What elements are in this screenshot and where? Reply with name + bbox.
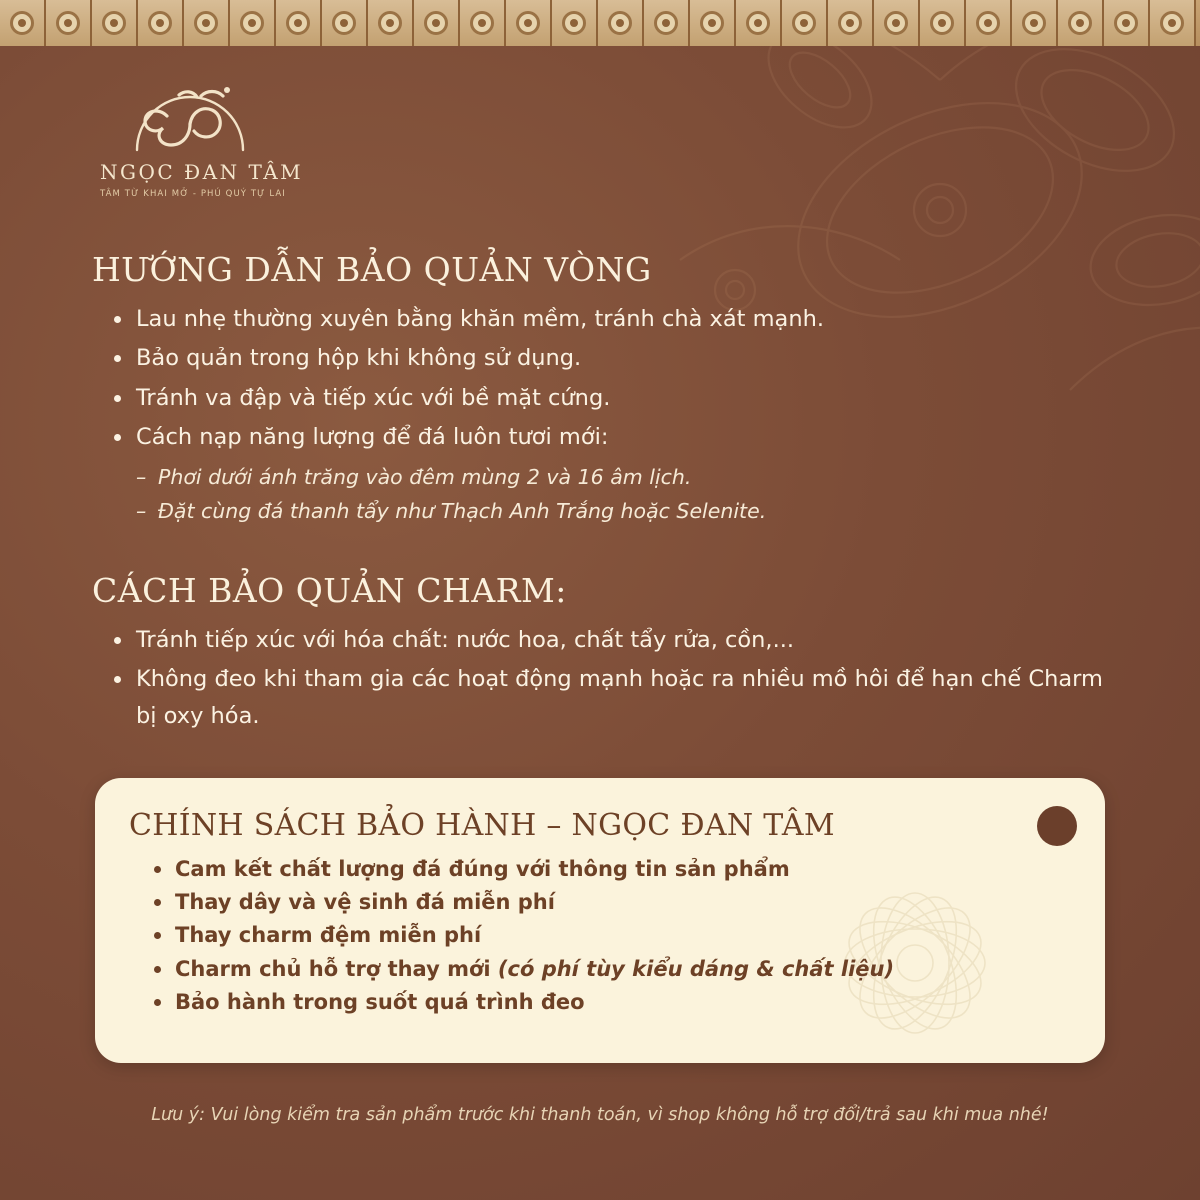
strip-cell	[92, 0, 138, 46]
card-title: CHÍNH SÁCH BẢO HÀNH – NGỌC ĐAN TÂM	[129, 808, 835, 843]
strip-cell	[736, 0, 782, 46]
list-item: Tránh tiếp xúc với hóa chất: nước hoa, chất tẩy rửa, cồn,...	[110, 622, 1112, 658]
strip-cell	[966, 0, 1012, 46]
strip-cell	[414, 0, 460, 46]
strip-cell	[1150, 0, 1196, 46]
strip-cell	[506, 0, 552, 46]
list-item: Không đeo khi tham gia các hoạt động mạnh hoặc ra nhiều mồ hôi để hạn chế Charm bị oxy hóa.	[110, 661, 1112, 734]
footer-note: Lưu ý: Vui lòng kiểm tra sản phẩm trước khi thanh toán, vì shop không hỗ trợ đổi/trả sau khi mua nhé!	[151, 1105, 1049, 1125]
strip-cell	[782, 0, 828, 46]
strip-cell	[230, 0, 276, 46]
strip-cell	[644, 0, 690, 46]
strip-cell	[276, 0, 322, 46]
list-item-label: Charm chủ hỗ trợ thay mới	[175, 956, 498, 981]
strip-cell	[138, 0, 184, 46]
list-item: Bảo quản trong hộp khi không sử dụng.	[110, 340, 1112, 376]
strip-cell	[1012, 0, 1058, 46]
strip-cell	[0, 0, 46, 46]
card-content	[95, 778, 1105, 1019]
list-item	[110, 419, 1112, 528]
list-item	[151, 953, 1065, 986]
list-item-note: (có phí tùy kiểu dáng & chất liệu)	[497, 956, 895, 981]
top-border-strip	[0, 0, 1200, 46]
sub-list-item: – Đặt cùng đá thanh tẩy như Thạch Anh Trắng hoặc Selenite.	[136, 494, 1112, 528]
strip-cell	[828, 0, 874, 46]
strip-cell	[460, 0, 506, 46]
strip-cell	[920, 0, 966, 46]
list-item: Thay dây và vệ sinh đá miễn phí	[151, 886, 1065, 919]
strip-cell	[46, 0, 92, 46]
care-bracelet-list	[92, 301, 1112, 529]
sub-list-item: – Phơi dưới ánh trăng vào đêm mùng 2 và 16 âm lịch.	[136, 460, 1112, 494]
warranty-policy-card	[95, 778, 1105, 1063]
brand-name: NGỌC ĐAN TÂM	[100, 160, 304, 184]
list-item-label: Cách nạp năng lượng để đá luôn tươi mới:	[136, 424, 609, 451]
section-title-care-charm: CÁCH BẢO QUẢN CHARM:	[92, 570, 567, 610]
list-item: Lau nhẹ thường xuyên bằng khăn mềm, tránh chà xát mạnh.	[110, 301, 1112, 337]
care-bracelet-sublist	[136, 460, 1112, 529]
strip-cell	[322, 0, 368, 46]
om-symbol-icon	[115, 72, 265, 154]
strip-cell	[552, 0, 598, 46]
list-item: Cam kết chất lượng đá đúng với thông tin sản phẩm	[151, 853, 1065, 886]
brand-tagline: TÂM TỪ KHAI MỞ - PHÚ QUÝ TỰ LAI	[100, 189, 286, 199]
strip-cell	[690, 0, 736, 46]
strip-cell	[1104, 0, 1150, 46]
list-item: Thay charm đệm miễn phí	[151, 919, 1065, 952]
list-item: Bảo hành trong suốt quá trình đeo	[151, 986, 1065, 1019]
main-content	[92, 250, 1112, 737]
strip-cell	[368, 0, 414, 46]
care-charm-list	[92, 622, 1112, 734]
brand-logo	[100, 72, 304, 199]
section-title-care-bracelet: HƯỚNG DẪN BẢO QUẢN VÒNG	[92, 250, 652, 289]
strip-cell	[598, 0, 644, 46]
warranty-list	[129, 853, 1065, 1019]
strip-cell	[874, 0, 920, 46]
strip-cell	[1058, 0, 1104, 46]
list-item: Tránh va đập và tiếp xúc với bề mặt cứng.	[110, 380, 1112, 416]
strip-cell	[184, 0, 230, 46]
